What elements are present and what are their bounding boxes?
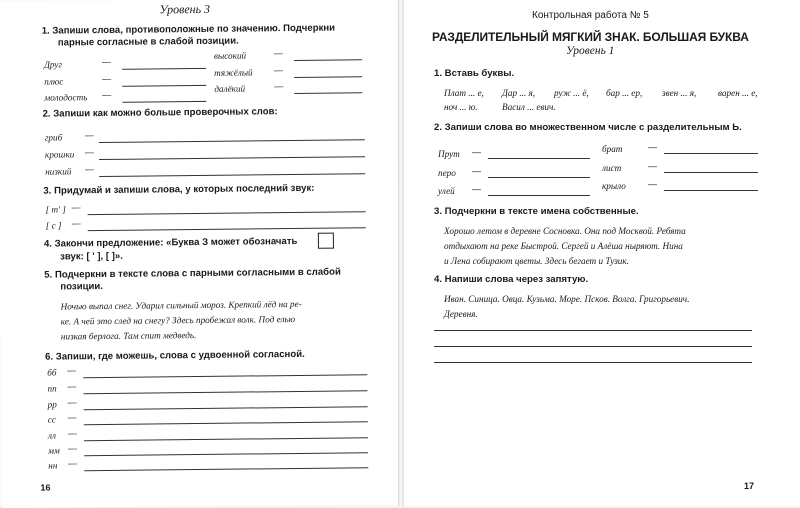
dash: — bbox=[648, 179, 657, 189]
t6-pair: лл bbox=[47, 430, 57, 441]
dash: — bbox=[67, 428, 77, 439]
task-2: 2. Запиши как можно больше проверочных слов: bbox=[42, 106, 278, 120]
task-4-line1: 4. Закончи предложение: «Буква З может обозначать bbox=[43, 235, 298, 250]
dash: — bbox=[101, 56, 112, 68]
answer-line[interactable] bbox=[664, 153, 758, 154]
answer-line[interactable] bbox=[664, 190, 758, 191]
answer-line[interactable] bbox=[294, 59, 362, 61]
dash: — bbox=[102, 73, 112, 85]
test-header: Контрольная работа № 5 bbox=[532, 10, 649, 21]
task-6: 6. Запиши, где можешь, слова с удвоенной согласной. bbox=[45, 348, 305, 363]
answer-line[interactable] bbox=[84, 437, 368, 441]
answer-line[interactable] bbox=[88, 211, 366, 215]
dash: — bbox=[472, 147, 481, 157]
answer-line[interactable] bbox=[122, 68, 206, 70]
t5-story-line: ке. А чей это след на снегу? Здесь пробежал волк. Под елью bbox=[60, 314, 296, 327]
dash: — bbox=[84, 147, 95, 158]
t5-story-line: низкая берлога. Там спит медведь. bbox=[60, 330, 197, 342]
dash: — bbox=[67, 397, 77, 408]
answer-line[interactable] bbox=[434, 362, 752, 363]
answer-line[interactable] bbox=[99, 139, 365, 143]
left-level: Уровень 3 bbox=[159, 1, 211, 17]
r-task-1: 1. Вставь буквы. bbox=[434, 68, 515, 79]
r-t4-story-line: Иван. Синица. Овца. Кузьма. Море. Псков. Волга. Григорьевич. bbox=[444, 294, 690, 304]
task-3: 3. Придумай и запиши слова, у которых последний звук: bbox=[43, 182, 315, 197]
task-1-line1: 1. Запиши слова, противоположные по значению. Подчеркни bbox=[41, 22, 336, 37]
answer-line[interactable] bbox=[488, 158, 590, 159]
r-t1-word: бар ... ер, bbox=[606, 88, 643, 98]
r-task-3: 3. Подчеркни в тексте имена собственные. bbox=[434, 206, 639, 217]
t2-word: крошки bbox=[44, 149, 75, 160]
answer-line[interactable] bbox=[84, 467, 368, 471]
r-t1-word: варен ... е, bbox=[718, 88, 758, 98]
page-number-right: 17 bbox=[744, 481, 755, 491]
t5-story-line: Ночью выпал снег. Ударил сильный мороз. Крепкий лёд на ре- bbox=[60, 298, 302, 312]
r-t2-word: перо bbox=[438, 168, 456, 178]
dash: — bbox=[273, 48, 283, 59]
t1-word: высокий bbox=[213, 50, 247, 61]
dash: — bbox=[274, 65, 284, 76]
r-t1-word: Плат ... е, bbox=[444, 88, 484, 98]
dash: — bbox=[85, 164, 95, 175]
r-t2-word: лист bbox=[602, 163, 622, 173]
answer-line[interactable] bbox=[122, 101, 206, 103]
t6-pair: мм bbox=[48, 445, 60, 456]
t1-word: тяжёлый bbox=[214, 67, 253, 78]
r-t2-word: Прут bbox=[438, 149, 460, 159]
dash: — bbox=[648, 161, 657, 171]
dash: — bbox=[67, 412, 77, 423]
right-page bbox=[404, 0, 800, 506]
answer-line[interactable] bbox=[294, 92, 362, 94]
answer-line[interactable] bbox=[294, 76, 362, 78]
t6-pair: рр bbox=[47, 399, 57, 410]
t2-word: гриб bbox=[44, 132, 63, 143]
r-t2-word: брат bbox=[602, 144, 623, 154]
dash: — bbox=[68, 443, 78, 454]
task-1-line2: парные согласные в слабой позиции. bbox=[57, 35, 239, 49]
t6-pair: нн bbox=[48, 460, 58, 471]
answer-box[interactable] bbox=[318, 233, 334, 249]
t1-word: плюс bbox=[44, 76, 64, 87]
answer-line[interactable] bbox=[664, 172, 758, 173]
answer-line[interactable] bbox=[488, 195, 590, 196]
dash: — bbox=[472, 166, 481, 176]
r-t3-story-line: и Лена собирают цветы. Здесь бегает и Тузик. bbox=[444, 256, 629, 266]
answer-line[interactable] bbox=[122, 85, 206, 87]
t1-word: молодость bbox=[44, 92, 88, 103]
dash: — bbox=[68, 458, 78, 469]
r-t2-word: улей bbox=[438, 186, 455, 196]
t6-pair: сс bbox=[47, 414, 56, 425]
t3-sound: [ с ] bbox=[45, 220, 62, 231]
dash: — bbox=[648, 142, 657, 152]
task-5-line1: 5. Подчеркни в тексте слова с парными согласными в слабой bbox=[44, 266, 341, 281]
dash: — bbox=[102, 89, 112, 101]
r-t3-story-line: Хорошо летом в деревне Сосновка. Она под Москвой. Ребята bbox=[444, 226, 686, 236]
answer-line[interactable] bbox=[84, 406, 368, 410]
right-level: Уровень 1 bbox=[566, 45, 615, 57]
answer-line[interactable] bbox=[88, 227, 366, 231]
dash: — bbox=[67, 381, 77, 392]
t1-word: Друг bbox=[43, 59, 63, 70]
r-t1-word: ноч ... ю. bbox=[444, 102, 478, 112]
answer-line[interactable] bbox=[434, 330, 752, 331]
answer-line[interactable] bbox=[83, 390, 367, 394]
t1-word: далёкий bbox=[214, 83, 246, 94]
r-t2-word: крыло bbox=[602, 181, 626, 191]
r-t1-word: звен ... я, bbox=[662, 88, 697, 98]
t3-sound: [ т' ] bbox=[45, 204, 66, 215]
r-t1-word: Васил ... евич. bbox=[502, 102, 556, 112]
t6-pair: пп bbox=[47, 383, 57, 394]
r-t4-story-line: Деревня. bbox=[444, 309, 478, 319]
r-t1-word: руж ... ё, bbox=[554, 88, 589, 98]
r-t3-story-line: отдыхают на реке Быстрой. Сергей и Алёша ныряют. Нина bbox=[444, 241, 683, 251]
dash: — bbox=[67, 365, 77, 376]
answer-line[interactable] bbox=[488, 177, 590, 178]
section-title: РАЗДЕЛИТЕЛЬНЫЙ МЯГКИЙ ЗНАК. БОЛЬШАЯ БУКВА bbox=[432, 30, 749, 44]
page-number-left: 16 bbox=[40, 482, 51, 493]
r-t1-word: Дар ... я, bbox=[502, 88, 536, 98]
dash: — bbox=[84, 130, 94, 141]
t2-word: низкий bbox=[45, 166, 72, 177]
answer-line[interactable] bbox=[99, 173, 365, 177]
answer-line[interactable] bbox=[434, 346, 752, 347]
task-4-line2: звук: [ ' ], [ ]». bbox=[60, 250, 123, 263]
dash: — bbox=[274, 81, 284, 92]
dash: — bbox=[472, 184, 481, 194]
r-task-4: 4. Напиши слова через запятую. bbox=[434, 274, 589, 285]
dash: — bbox=[71, 202, 81, 213]
answer-line[interactable] bbox=[99, 156, 365, 160]
t6-pair: бб bbox=[47, 367, 57, 378]
answer-line[interactable] bbox=[83, 374, 367, 378]
task-5-line2: позиции. bbox=[60, 281, 103, 293]
answer-line[interactable] bbox=[84, 421, 368, 425]
r-task-2: 2. Запиши слова во множественном числе с разделительным Ь. bbox=[434, 122, 742, 133]
dash: — bbox=[71, 218, 81, 229]
answer-line[interactable] bbox=[84, 452, 368, 456]
